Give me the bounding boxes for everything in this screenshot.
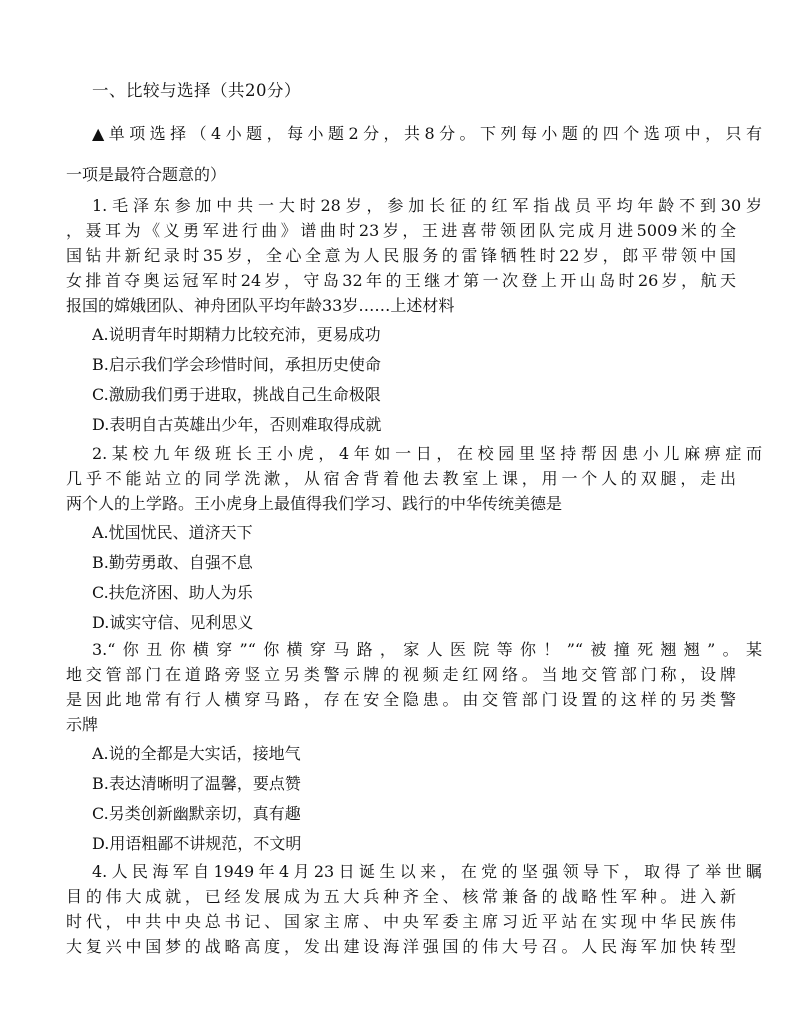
- question-2-stem-line-3: 两个人的上学路。王小虎身上最值得我们学习、践行的中华传统美德是: [66, 494, 563, 513]
- question-4-stem-line-2: 目的伟大成就，已经发展成为五大兵种齐全、核常兼备的战略性军种。进入新: [66, 887, 736, 906]
- question-1-stem-line-4: 女排首夺奥运冠军时24岁，守岛32年的王继才第一次登上开山岛时26岁，航天: [66, 271, 736, 290]
- question-1-stem-line-3: 国钻井新纪录时35岁，全心全意为人民服务的雷锋牺牲时22岁，郎平带领中国: [66, 246, 736, 265]
- instructions-line-2: 一项是最符合题意的）: [66, 165, 227, 184]
- question-4-stem-line-3: 时代，中共中央总书记、国家主席、中央军委主席习近平站在实现中华民族伟: [66, 912, 736, 931]
- question-4-stem-line-4: 大复兴中国梦的战略高度，发出建设海洋强国的伟大号召。人民海军加快转型: [66, 937, 736, 956]
- question-2-option-d[interactable]: D.诚实守信、见利思义: [92, 613, 254, 632]
- question-3-option-a[interactable]: A.说的全都是大实话，接地气: [92, 744, 301, 763]
- question-1-option-c[interactable]: C.激励我们勇于进取，挑战自己生命极限: [92, 385, 381, 404]
- question-2-option-b[interactable]: B.勤劳勇敢、自强不息: [92, 553, 253, 572]
- question-3-stem-line-1: 3.“你丑你横穿”“你横穿马路，家人医院等你！”“被撞死翘翘”。某: [92, 640, 762, 659]
- question-4-stem-line-1: 4.人民海军自1949年4月23日诞生以来，在党的坚强领导下，取得了举世瞩: [92, 862, 762, 881]
- question-1-option-d[interactable]: D.表明自古英雄出少年，否则难取得成就: [92, 415, 382, 434]
- question-3-option-c[interactable]: C.另类创新幽默亲切，真有趣: [92, 804, 301, 823]
- question-3-stem-line-4: 示牌: [66, 715, 99, 734]
- question-2-option-a[interactable]: A.忧国忧民、道济天下: [92, 523, 253, 542]
- question-2-option-c[interactable]: C.扶危济困、助人为乐: [92, 583, 253, 602]
- question-2-stem-line-1: 2.某校九年级班长王小虎，4年如一日，在校园里坚持帮因患小儿麻痹症而: [92, 444, 762, 463]
- question-1-stem-line-1: 1.毛泽东参加中共一大时28岁，参加长征的红军指战员平均年龄不到30岁: [92, 196, 762, 215]
- question-3-option-d[interactable]: D.用语粗鄙不讲规范，不文明: [92, 834, 302, 853]
- section-title: 一、比较与选择（共20分）: [92, 81, 301, 100]
- instructions-line-1: ▲单项选择（4小题，每小题2分，共8分。下列每小题的四个选项中，只有: [92, 124, 762, 143]
- question-3-stem-line-2: 地交管部门在道路旁竖立另类警示牌的视频走红网络。当地交管部门称，设牌: [66, 665, 736, 684]
- question-1-stem-line-2: ，聂耳为《义勇军进行曲》谱曲时23岁，王进喜带领团队完成月进5009米的全: [66, 221, 736, 240]
- question-1-option-b[interactable]: B.启示我们学会珍惜时间，承担历史使命: [92, 355, 381, 374]
- question-1-stem-line-5: 报国的嫦娥团队、神舟团队平均年龄33岁……上述材料: [66, 296, 455, 315]
- question-1-option-a[interactable]: A.说明青年时期精力比较充沛，更易成功: [92, 325, 381, 344]
- question-3-option-b[interactable]: B.表达清晰明了温馨，要点赞: [92, 774, 301, 793]
- question-3-stem-line-3: 是因此地常有行人横穿马路，存在安全隐患。由交管部门设置的这样的另类警: [66, 690, 736, 709]
- question-2-stem-line-2: 几乎不能站立的同学洗漱，从宿舍背着他去教室上课，用一个人的双腿，走出: [66, 469, 736, 488]
